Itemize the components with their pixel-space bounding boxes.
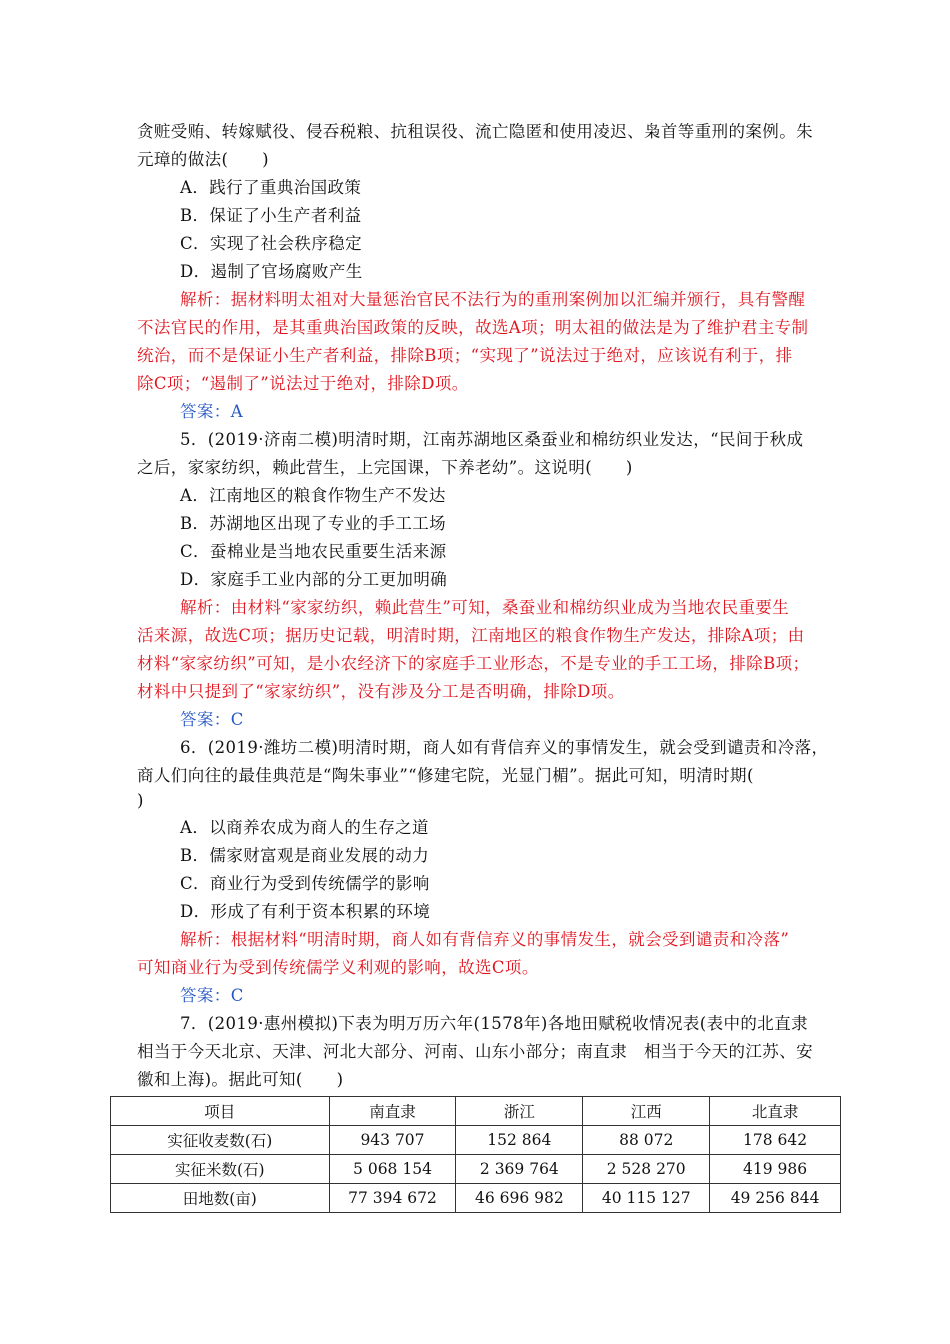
table-cell: 5 068 154 [329, 1155, 456, 1184]
q4-analysis-line-3: 统治，而不是保证小生产者利益，排除B项；“实现了”说法过于绝对，应该说有利于，排 [137, 346, 793, 365]
answer-value: A [230, 402, 244, 421]
analysis-label: 解析： [180, 598, 231, 617]
table-cell: 实征米数(石) [111, 1155, 330, 1184]
q6-analysis-line-2: 可知商业行为受到传统儒学义利观的影响，故选C项。 [137, 958, 539, 977]
table-header-cell: 浙江 [456, 1097, 583, 1126]
table-cell: 40 115 127 [583, 1184, 710, 1213]
table-cell: 419 986 [710, 1155, 841, 1184]
tax-table [110, 1096, 841, 1213]
q5-option-b: B．苏湖地区出现了专业的手工工场 [180, 514, 447, 533]
analysis-text: 由材料“家家纺织，赖此营生”可知，桑蚕业和棉纺织业成为当地农民重要生 [230, 598, 790, 617]
q4-option-b: B．保证了小生产者利益 [180, 206, 362, 225]
table-cell: 178 642 [710, 1126, 841, 1155]
table-cell: 88 072 [583, 1126, 710, 1155]
table-cell: 田地数(亩) [111, 1184, 330, 1213]
q5-option-a: A．江南地区的粮食作物生产不发达 [180, 486, 446, 505]
q4-option-d: D．遏制了官场腐败产生 [180, 262, 363, 281]
q6-stem-line-1: 6．(2019·潍坊二模)明清时期，商人如有背信弃义的事情发生，就会受到谴责和冷落， [180, 738, 829, 757]
analysis-label: 解析： [180, 290, 231, 309]
answer-value: C [230, 986, 244, 1005]
answer-label: 答案： [180, 710, 231, 729]
q4-stem-line-2: 元璋的做法( ) [137, 150, 269, 169]
table-cell: 2 528 270 [583, 1155, 710, 1184]
table-header-cell: 南直隶 [329, 1097, 456, 1126]
q4-analysis-line-4: 除C项；“遏制了”说法过于绝对，排除D项。 [137, 374, 469, 393]
table-row [111, 1155, 841, 1184]
table-cell: 49 256 844 [710, 1184, 841, 1213]
table-header-cell: 江西 [583, 1097, 710, 1126]
q5-analysis-line-2: 活来源，故选C项；据历史记载，明清时期，江南地区的粮食作物生产发达，排除A项；由 [137, 626, 805, 645]
q5-option-d: D．家庭手工业内部的分工更加明确 [180, 570, 448, 589]
q5-analysis-line-1 [180, 597, 789, 619]
q7-stem-line-3: 徽和上海)。据此可知( ) [137, 1070, 344, 1089]
q6-option-c: C．商业行为受到传统儒学的影响 [180, 874, 430, 893]
table-cell: 152 864 [456, 1126, 583, 1155]
q6-option-a: A．以商养农成为商人的生存之道 [180, 818, 429, 837]
q5-analysis-line-3: 材料“家家纺织”可知，是小农经济下的家庭手工业形态，不是专业的手工工场，排除B项； [137, 654, 810, 673]
table-cell: 46 696 982 [456, 1184, 583, 1213]
answer-label: 答案： [180, 986, 231, 1005]
table-cell: 77 394 672 [329, 1184, 456, 1213]
q4-option-c: C．实现了社会秩序稳定 [180, 234, 363, 253]
q7-stem-line-1: 7．(2019·惠州模拟)下表为明万历六年(1578年)各地田赋税收情况表(表中的北直隶 [180, 1014, 809, 1033]
analysis-text: 根据材料“明清时期，商人如有背信弃义的事情发生，就会受到谴责和冷落” [230, 930, 790, 949]
table-header-row [111, 1097, 841, 1126]
q6-option-b: B．儒家财富观是商业发展的动力 [180, 846, 430, 865]
q6-stem-line-3: ) [137, 791, 144, 810]
table-cell: 实征收麦数(石) [111, 1126, 330, 1155]
q6-stem-line-2: 商人们向往的最佳典范是“陶朱事业”“修建宅院，光显门楣”。据此可知，明清时期( [137, 766, 754, 785]
table-header-cell: 北直隶 [710, 1097, 841, 1126]
answer-value: C [230, 710, 244, 729]
table-header-cell: 项目 [111, 1097, 330, 1126]
table-cell: 2 369 764 [456, 1155, 583, 1184]
table-row [111, 1126, 841, 1155]
analysis-text: 据材料明太祖对大量惩治官民不法行为的重刑案例加以汇编并颁行，具有警醒 [230, 290, 806, 309]
q5-stem-line-2: 之后，家家纺织，赖此营生，上完国课，下养老幼”。这说明( ) [137, 458, 633, 477]
table-row [111, 1184, 841, 1213]
q4-stem-line-1: 贪赃受贿、转嫁赋役、侵吞税粮、抗租误役、流亡隐匿和使用凌迟、枭首等重刑的案例。朱 [137, 122, 813, 141]
table-cell: 943 707 [329, 1126, 456, 1155]
q4-option-a: A．践行了重典治国政策 [180, 178, 362, 197]
q7-stem-line-2: 相当于今天北京、天津、河北大部分、河南、山东小部分；南直隶 相当于今天的江苏、安 [137, 1042, 813, 1061]
q5-analysis-line-4: 材料中只提到了“家家纺织”，没有涉及分工是否明确，排除D项。 [137, 682, 625, 701]
q5-stem-line-1: 5．(2019·济南二模)明清时期，江南苏湖地区桑蚕业和棉纺织业发达，“民间于秋成 [180, 430, 804, 449]
answer-label: 答案： [180, 402, 231, 421]
analysis-label: 解析： [180, 930, 231, 949]
q6-answer [180, 985, 244, 1007]
q5-answer [180, 709, 244, 731]
q6-option-d: D．形成了有利于资本积累的环境 [180, 902, 431, 921]
q5-option-c: C．蚕棉业是当地农民重要生活来源 [180, 542, 447, 561]
q6-analysis-line-1 [180, 929, 789, 951]
q4-answer [180, 401, 243, 423]
q4-analysis-line-2: 不法官民的作用，是其重典治国政策的反映，故选A项；明太祖的做法是为了维护君主专制 [137, 318, 809, 337]
q4-analysis-line-1 [180, 289, 805, 311]
